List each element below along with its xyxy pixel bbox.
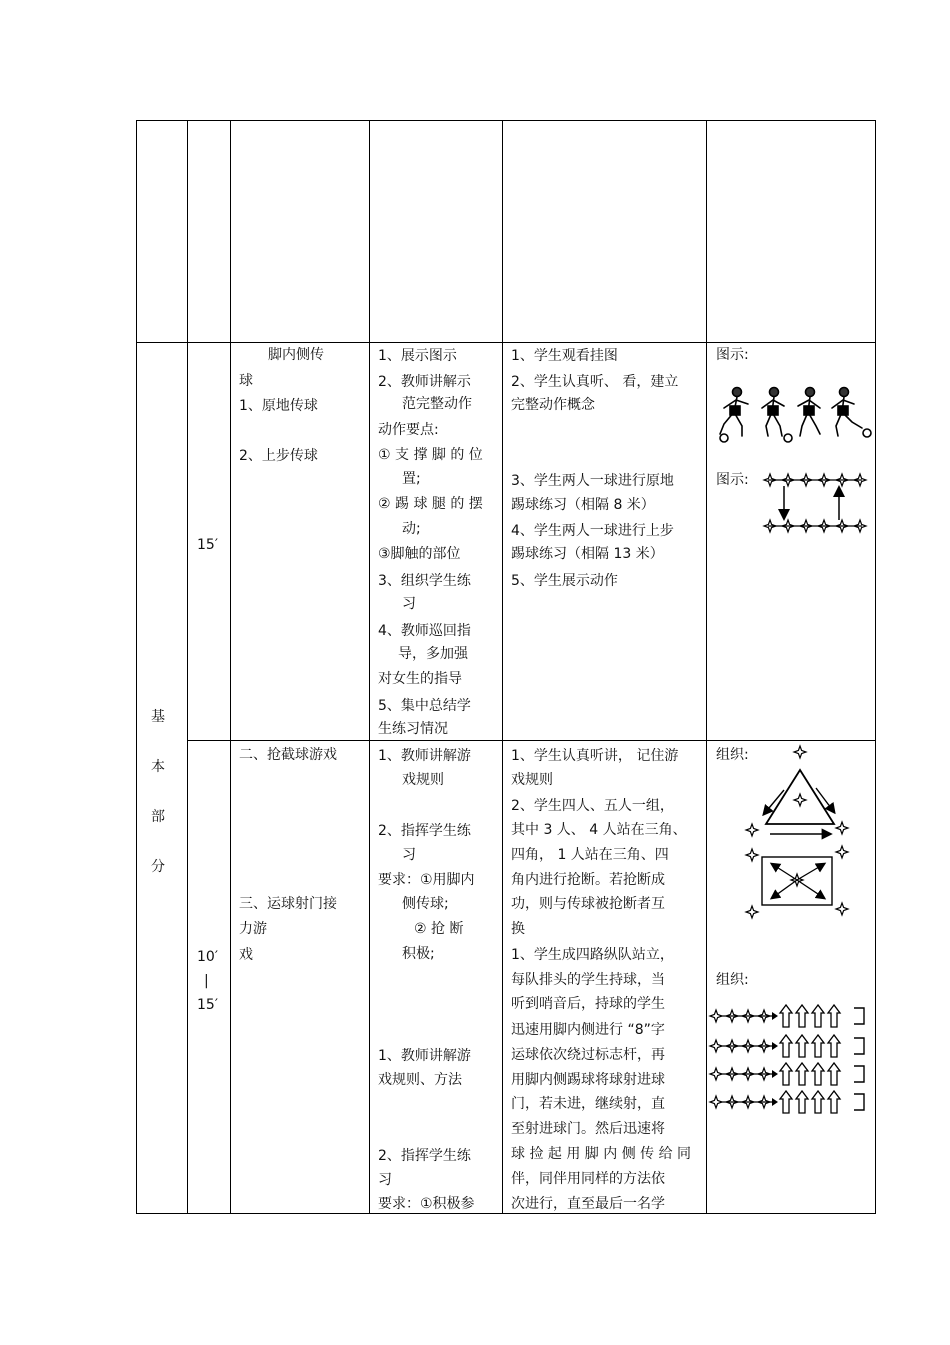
student-line: 1、学生观看挂图 [511, 348, 618, 364]
student-line: 2、学生四人、五人一组， [511, 798, 674, 814]
teacher-line: 要求：①用脚内 [378, 872, 475, 888]
student-line: 听到哨音后，持球的学生 [511, 996, 665, 1012]
teacher-line: 习 [402, 596, 416, 612]
teacher-line: 2、指挥学生练 [378, 1148, 471, 1164]
col-divider [502, 120, 503, 1214]
relay-lane [710, 1063, 864, 1085]
soccer-players-figure [712, 384, 872, 444]
student-line: 四角， 1 人站在三角、四 [511, 847, 669, 863]
time-label: 15′ [197, 997, 218, 1013]
teacher-line: 4、教师巡回指 [378, 623, 471, 639]
relay-shooting-diagram [708, 996, 872, 1116]
content-line: 二、抢截球游戏 [239, 747, 337, 763]
arrow-icon [797, 880, 824, 898]
figure-label: 图示: [716, 472, 749, 488]
arrow-icon [797, 864, 824, 880]
student-line: 4、学生两人一球进行上步 [511, 523, 674, 539]
content-line: 力游 [239, 921, 267, 937]
teacher-line: ① 支 撑 脚 的 位 [378, 447, 483, 463]
relay-lane [710, 1091, 864, 1113]
content-line: 戏 [239, 947, 253, 963]
teacher-line: 1、教师讲解游 [378, 1048, 471, 1064]
passing-drill-diagram [762, 472, 872, 532]
teacher-line: 对女生的指导 [378, 671, 462, 687]
star-marker-icon [764, 474, 866, 532]
arrow-icon [772, 880, 797, 898]
student-line: 次进行，直至最后一名学 [511, 1196, 665, 1212]
teacher-line: 戏规则、方法 [378, 1072, 462, 1088]
table-border-right [875, 120, 876, 1214]
teacher-line: 侧传球; [402, 896, 449, 912]
teacher-line: ③脚触的部位 [378, 546, 461, 562]
student-line: 踢球练习（相隔 13 米） [511, 546, 664, 562]
student-line: 3、学生两人一球进行原地 [511, 473, 674, 489]
student-line: 用脚内侧踢球将球射进球 [511, 1072, 665, 1088]
student-line: 角内进行抢断。若抢断成 [511, 872, 665, 888]
table-border-left [136, 120, 137, 1214]
table-border-top [136, 120, 876, 121]
student-line: 迅速用脚内侧进行 “8”字 [511, 1022, 665, 1038]
col-divider [187, 120, 188, 1214]
student-line: 至射进球门。然后迅速将 [511, 1121, 665, 1137]
student-line: 1、学生成四路纵队站立， [511, 947, 674, 963]
student-line: 1、学生认真听讲， 记住游 [511, 748, 679, 764]
teacher-line: 动作要点: [378, 422, 439, 438]
col-divider [706, 120, 707, 1214]
teacher-line: ② 踢 球 腿 的 摆 [378, 496, 483, 512]
figure-label: 组织: [716, 747, 749, 763]
teacher-line: 范完整动作 [402, 396, 472, 412]
student-line: 换 [511, 921, 525, 937]
teacher-line: 积极; [402, 946, 435, 962]
teacher-line: 2、教师讲解示 [378, 374, 471, 390]
content-line: 1、原地传球 [239, 398, 318, 414]
student-line: 伴，同伴用同样的方法依 [511, 1171, 665, 1187]
teacher-line: 1、展示图示 [378, 348, 457, 364]
section-label-char: 基 [151, 709, 165, 725]
col-divider [230, 120, 231, 1214]
content-line: 球 [239, 373, 253, 389]
teacher-line: 5、集中总结学 [378, 698, 471, 714]
time-label: 10′ [197, 949, 218, 965]
row-divider [136, 342, 876, 343]
section-label-char: 本 [151, 759, 165, 775]
student-line: 门，若未进，继续射，直 [511, 1096, 665, 1112]
student-line: 踢球练习（相隔 8 米） [511, 497, 655, 513]
student-line: 5、学生展示动作 [511, 573, 618, 589]
relay-lane [710, 1005, 864, 1027]
teacher-line: 导，多加强 [398, 646, 468, 662]
section-label-char: 分 [151, 859, 165, 875]
interception-game-diagram [742, 742, 862, 917]
relay-lane [710, 1035, 864, 1057]
figure-label: 图示: [716, 347, 749, 363]
teacher-line: 习 [402, 847, 416, 863]
content-line: 脚内侧传 [268, 347, 324, 363]
time-label: 15′ [197, 537, 218, 553]
time-label: | [204, 973, 209, 989]
teacher-line: ② 抢 断 [414, 921, 464, 937]
table-border-bottom [136, 1213, 876, 1214]
student-line: 2、学生认真听、 看，建立 [511, 374, 679, 390]
teacher-line: 2、指挥学生练 [378, 823, 471, 839]
student-line: 功，则与传球被抢断者互 [511, 896, 665, 912]
content-line: 2、上步传球 [239, 448, 318, 464]
teacher-line: 3、组织学生练 [378, 573, 471, 589]
student-line: 完整动作概念 [511, 397, 595, 413]
student-line: 运球依次绕过标志杆，再 [511, 1047, 665, 1063]
student-line: 戏规则 [511, 772, 553, 788]
content-line: 三、运球射门接 [239, 896, 337, 912]
teacher-line: 要求：①积极参 [378, 1196, 475, 1212]
arrow-icon [772, 864, 797, 880]
teacher-line: 1、教师讲解游 [378, 748, 471, 764]
figure-label: 组织: [716, 972, 749, 988]
teacher-line: 置; [402, 471, 421, 487]
student-line: 其中 3 人、 4 人站在三角、 [511, 822, 687, 838]
student-line: 每队排头的学生持球，当 [511, 972, 665, 988]
teacher-line: 动; [402, 521, 421, 537]
teacher-line: 戏规则 [402, 772, 444, 788]
section-label-char: 部 [151, 809, 165, 825]
teacher-line: 生练习情况 [378, 721, 448, 737]
student-line: 球 捡 起 用 脚 内 侧 传 给 同 [511, 1146, 692, 1162]
teacher-line: 习 [378, 1172, 392, 1188]
col-divider [369, 120, 370, 1214]
row-divider [187, 740, 876, 741]
